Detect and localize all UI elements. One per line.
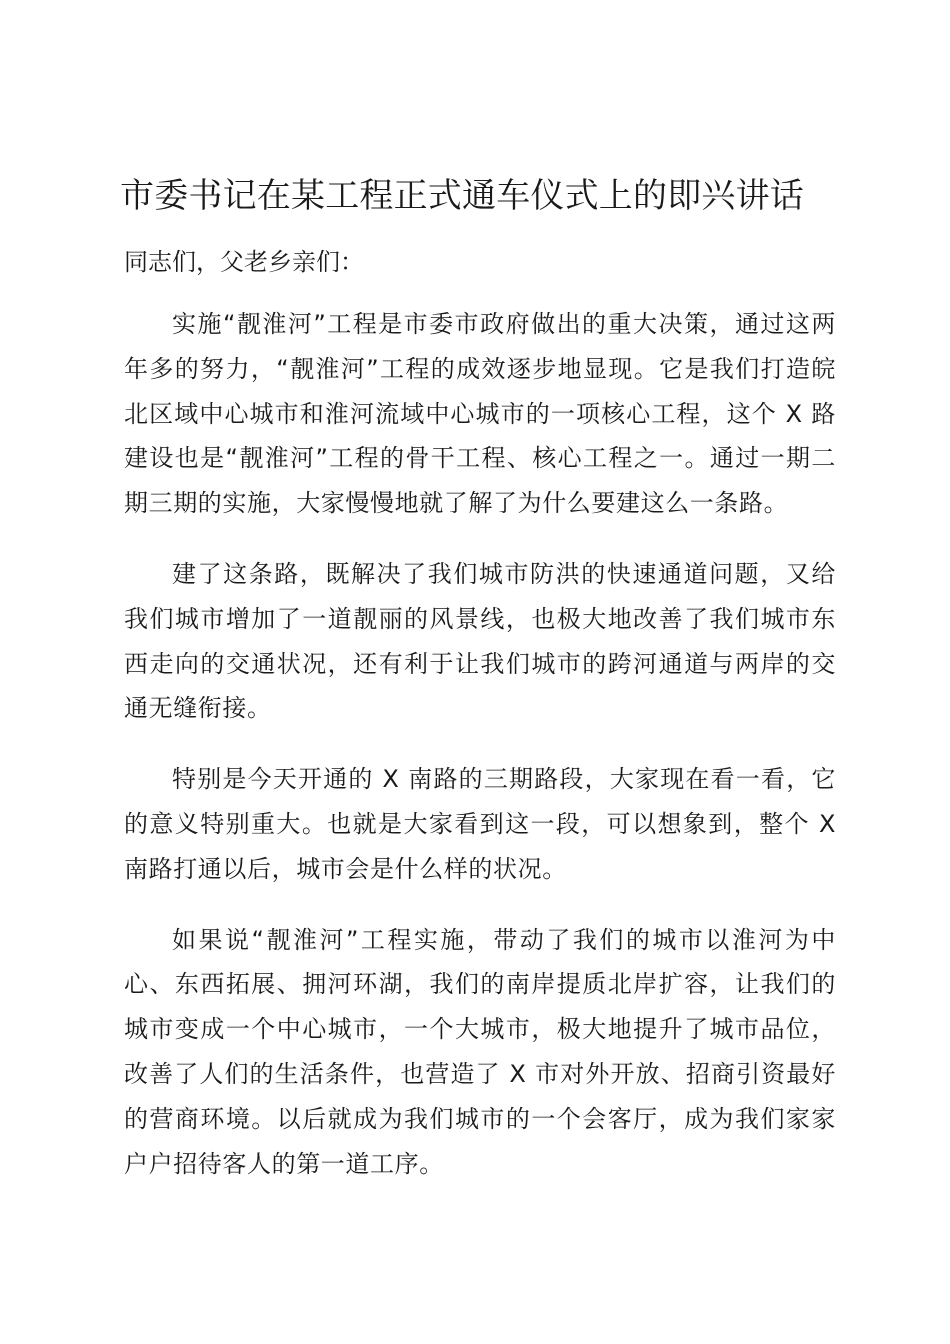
paragraph-4: 如果说“靓淮河”工程实施，带动了我们的城市以淮河为中心、东西拓展、拥河环湖，我们的南岸提质北岸扩容，让我们的城市变成一个中心城市，一个大城市，极大地提升了城市品位，改善了人们的生活条件，也营造了 X 市对外开放、招商引资最好的营商环境。以后就成为我们城市的一个会客厅，成为我们家家户户招待客人的第一道工序。 [124,925,836,1178]
paragraph-3: 特别是今天开通的 X 南路的三期路段，大家现在看一看，它的意义特别重大。也就是大家看到这一段，可以想象到，整个 X 南路打通以后，城市会是什么样的状况。 [124,765,836,883]
paragraph-1: 实施“靓淮河”工程是市委市政府做出的重大决策，通过这两年多的努力，“靓淮河”工程的成效逐步地显现。它是我们打造皖北区域中心城市和淮河流域中心城市的一项核心工程，这个 X 路建设也是“靓淮河”工程的骨干工程、核心工程之一。通过一期二期三期的实施，大家慢慢地就了解了为什么要建这么一条路。 [124,310,836,518]
paragraph-2: 建了这条路，既解决了我们城市防洪的快速通道问题，又给我们城市增加了一道靓丽的风景线，也极大地改善了我们城市东西走向的交通状况，还有利于让我们城市的跨河通道与两岸的交通无缝衔接。 [124,559,836,723]
document-body [124,302,836,1212]
document-title: 市委书记在某工程正式通车仪式上的即兴讲话 [120,176,804,216]
salutation: 同志们，父老乡亲们： [124,248,364,276]
